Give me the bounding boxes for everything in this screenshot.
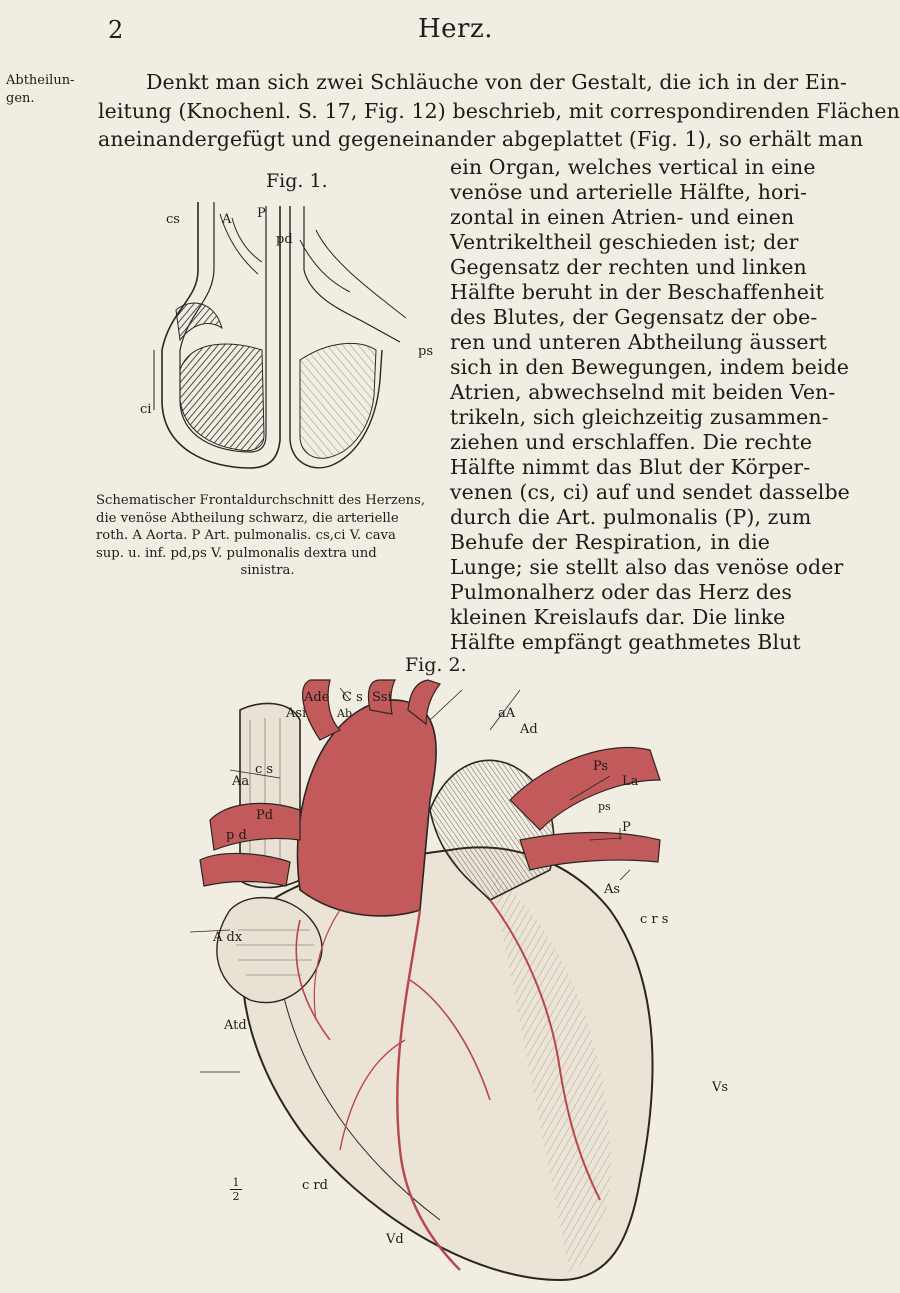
body-line: Hälfte nimmt das Blut der Körper-: [450, 455, 811, 479]
body-line: Denkt man sich zwei Schläuche von der Gestalt, die ich in der Ein-: [146, 70, 847, 94]
figure2-label-Aa: Aa: [232, 774, 250, 789]
figure2-label-Asi: Asi: [286, 706, 307, 721]
margin-note-line: gen.: [6, 91, 35, 106]
body-line: Atrien, abwechselnd mit beiden Ven-: [450, 380, 836, 404]
body-line: zontal in einen Atrien- und einen: [450, 205, 795, 229]
figure2-label-Ssi: Ssi: [372, 690, 392, 705]
figure2-label-crs: c r s: [640, 912, 669, 927]
body-line: Gegensatz der rechten und linken: [450, 255, 807, 279]
figure2-label-Vs: Vs: [712, 1080, 729, 1095]
figure2-label-Pd: Pd: [256, 808, 274, 823]
body-line: kleinen Kreislaufs dar. Die linke: [450, 605, 786, 629]
figure2-label-Ab: Ab: [337, 707, 352, 720]
figure2-scale-fraction: [230, 1176, 242, 1203]
caption-line: sup. u. inf. pd,ps V. pulmonalis dextra und: [96, 545, 377, 561]
body-line: Ventrikeltheil geschieden ist; der: [450, 230, 799, 254]
figure2-label-ps: ps: [598, 800, 611, 813]
body-line: trikeln, sich gleichzeitig zusammen-: [450, 405, 829, 429]
body-line: aneinandergefügt und gegeneinander abgeplattet (Fig. 1), so erhält man: [98, 127, 864, 151]
figure2-label-La: La: [622, 774, 639, 789]
body-line: Hälfte beruht in der Beschaffenheit: [450, 280, 824, 304]
caption-line: die venöse Abtheilung schwarz, die arterielle: [96, 510, 399, 526]
figure2-label-Atd: Atd: [224, 1018, 247, 1033]
figure2-label-pd: p d: [226, 828, 247, 843]
figure1-label-cs: cs: [166, 212, 180, 227]
figure1-label-ps: ps: [418, 344, 433, 359]
body-line: ziehen und erschlaffen. Die rechte: [450, 430, 813, 454]
figure1-label-A: A: [222, 212, 232, 227]
figure2-label-cs: c s: [255, 762, 274, 777]
fraction-numerator: 1: [230, 1176, 242, 1190]
body-line: durch die Art. pulmonalis (P), zum: [450, 505, 812, 529]
margin-note: [6, 72, 74, 108]
figure2-label-Cs: C s: [342, 690, 363, 705]
caption-line: roth. A Aorta. P Art. pulmonalis. cs,ci V. cava: [96, 528, 396, 544]
figure2-label-Ps: Ps: [593, 759, 609, 774]
body-line: Hälfte empfängt geathmetes Blut: [450, 630, 801, 654]
figure2-title: Fig. 2.: [405, 654, 467, 676]
figure1-title: Fig. 1.: [266, 170, 328, 192]
body-line: venen (cs, ci) auf und sendet dasselbe: [450, 480, 850, 504]
caption-line: sinistra.: [240, 563, 295, 579]
running-head: Herz.: [418, 14, 493, 44]
figure2-label-Ade: Ade: [304, 690, 330, 705]
body-line: ren und unteren Abtheilung äussert: [450, 330, 827, 354]
body-line: venöse und arterielle Hälfte, hori-: [450, 180, 808, 204]
figure2-label-Vd: Vd: [386, 1232, 404, 1247]
body-line: Behufe der Respiration, in die: [450, 530, 770, 554]
figure2-label-crd: c rd: [302, 1178, 328, 1193]
body-line: Lunge; sie stellt also das venöse oder: [450, 555, 844, 579]
figure2-label-aA: aA: [498, 706, 516, 721]
figure2-label-Ad: Ad: [520, 722, 538, 737]
figure1-label-P: P: [257, 206, 266, 221]
body-line: Pulmonalherz oder das Herz des: [450, 580, 792, 604]
figure1-label-pd: pd: [276, 232, 293, 247]
figure2-label-Adx: A dx: [213, 930, 243, 945]
body-line: sich in den Bewegungen, indem beide: [450, 355, 849, 379]
body-line: ein Organ, welches vertical in eine: [450, 155, 816, 179]
body-line: des Blutes, der Gegensatz der obe-: [450, 305, 818, 329]
figure2-label-As: As: [604, 882, 621, 897]
caption-line: Schematischer Frontaldurchschnitt des Herzens,: [96, 493, 426, 508]
margin-note-line: Abtheilun-: [6, 73, 75, 88]
figure1-label-ci: ci: [140, 402, 152, 417]
figure1-caption: [96, 492, 439, 580]
page-number: 2: [108, 16, 124, 44]
fraction-denominator: 2: [232, 1190, 240, 1203]
body-line: leitung (Knochenl. S. 17, Fig. 12) beschrieb, mit correspondirenden Flächen: [98, 99, 900, 123]
figure2-label-P: P: [622, 820, 631, 835]
